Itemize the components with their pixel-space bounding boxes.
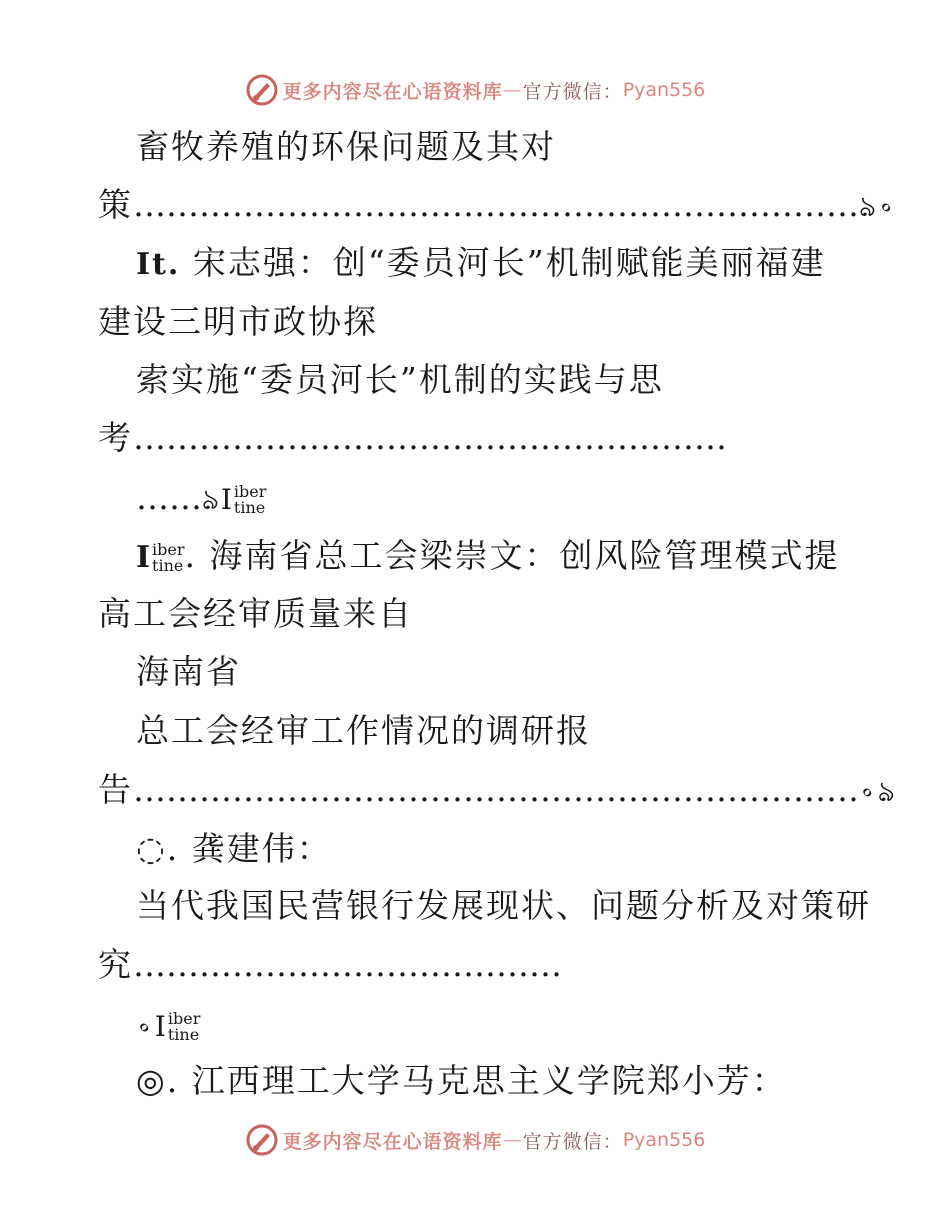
item-number: It. bbox=[136, 247, 181, 282]
toc-line-8 bbox=[136, 536, 840, 578]
leader-dots: …… bbox=[136, 478, 202, 517]
watermark-label: 官方微信： bbox=[522, 80, 623, 103]
page-number-glyph: ꠶I bbox=[136, 1010, 168, 1043]
page-number-glyph: ꠶ঌ bbox=[859, 775, 897, 808]
watermark-main-text: 更多内容尽在心语资料库 bbox=[282, 1130, 503, 1153]
toc-line-13 bbox=[136, 829, 332, 869]
toc-text: 告 bbox=[98, 770, 133, 809]
ligature-top: iber bbox=[167, 1009, 201, 1028]
toc-line-17 bbox=[136, 1061, 787, 1101]
leader-dots: ………………………………… bbox=[133, 945, 562, 984]
brush-logo-icon bbox=[245, 73, 279, 107]
toc-line-16 bbox=[136, 1005, 200, 1047]
item-number: ◌. bbox=[136, 829, 180, 868]
toc-line-11 bbox=[136, 711, 591, 751]
toc-line-6 bbox=[98, 418, 727, 458]
ligature-bottom: tine bbox=[233, 498, 266, 517]
item-number-mark: I bbox=[136, 540, 153, 575]
leader-dots: ………………………………………………………… bbox=[133, 185, 859, 224]
toc-line-15 bbox=[98, 945, 562, 985]
toc-line-10 bbox=[136, 652, 241, 692]
brush-logo-icon bbox=[245, 1123, 279, 1157]
ligature-bottom: tine bbox=[152, 556, 184, 575]
toc-line-5 bbox=[136, 360, 664, 400]
toc-text: 策 bbox=[98, 185, 133, 224]
toc-text: 江西理工大学马克思主义学院郑小芳： bbox=[191, 1061, 787, 1100]
toc-line-3 bbox=[136, 243, 826, 285]
watermark-wechat-id: Pyan556 bbox=[622, 1129, 706, 1151]
ligature-stack bbox=[168, 1011, 200, 1043]
item-number: ◎. bbox=[136, 1061, 180, 1100]
watermark-label: 官方微信： bbox=[522, 1130, 623, 1153]
toc-line-2 bbox=[98, 185, 897, 227]
toc-text: 龚建伟： bbox=[191, 829, 332, 868]
toc-line-14 bbox=[136, 886, 871, 926]
toc-line-9 bbox=[98, 594, 413, 634]
toc-line-1 bbox=[136, 127, 556, 167]
leader-dots: ………………………………………………………… bbox=[133, 770, 859, 809]
ligature-stack bbox=[234, 484, 266, 516]
toc-text: . 海南省总工会梁崇文：创风险管理模式提 bbox=[184, 536, 840, 575]
toc-line-7 bbox=[136, 478, 266, 520]
toc-text: 建设三明市政协探 bbox=[98, 302, 378, 341]
toc-text: 海南省 bbox=[136, 652, 241, 691]
leader-dots: ……………………………………………… bbox=[133, 418, 727, 457]
toc-text: 究 bbox=[98, 945, 133, 984]
ligature-top: iber bbox=[152, 540, 185, 559]
toc-text: 当代我国民营银行发展现状、问题分析及对策研 bbox=[136, 886, 871, 925]
ligature-top: iber bbox=[233, 482, 267, 501]
toc-text: 畜牧养殖的环保问题及其对 bbox=[136, 127, 556, 166]
toc-text: 总工会经审工作情况的调研报 bbox=[136, 711, 591, 750]
toc-line-4 bbox=[98, 302, 378, 342]
page-number-glyph: ঌI bbox=[202, 483, 234, 516]
watermark-main-text: 更多内容尽在心语资料库 bbox=[282, 80, 503, 103]
watermark-wechat-id: Pyan556 bbox=[622, 79, 706, 101]
toc-text: 索实施“委员河长”机制的实践与思 bbox=[136, 360, 664, 399]
toc-text: 宋志强：创“委员河长”机制赋能美丽福建 bbox=[192, 243, 826, 282]
toc-text: 高工会经审质量来自 bbox=[98, 594, 413, 633]
ligature-bottom: tine bbox=[167, 1025, 200, 1044]
watermark-header bbox=[0, 70, 950, 110]
watermark-footer bbox=[0, 1120, 950, 1160]
ligature-stack bbox=[152, 542, 184, 574]
watermark-separator: — bbox=[502, 1129, 523, 1151]
toc-line-12 bbox=[98, 770, 897, 812]
watermark-separator: — bbox=[502, 79, 523, 101]
toc-text: 考 bbox=[98, 418, 133, 457]
page-number-glyph: ঌ꠶ bbox=[859, 190, 897, 223]
